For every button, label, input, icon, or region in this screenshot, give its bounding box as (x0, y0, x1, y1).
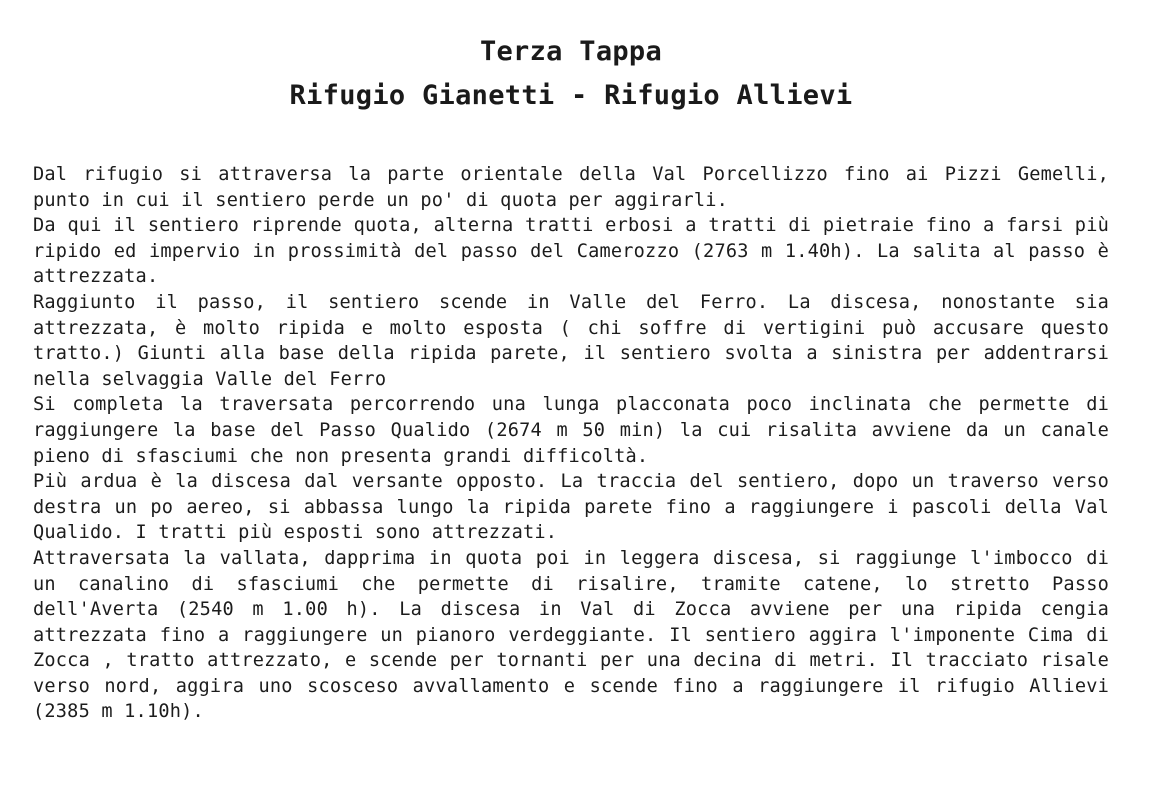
page-title: Terza Tappa (479, 36, 663, 67)
title-block (33, 30, 1109, 118)
paragraph: Più ardua è la discesa dal versante opposto. La traccia del sentiero, dopo un traverso verso destra un po aereo, si abbassa lungo la ripida parete fino a raggiungere i pascoli della Val Qualido. I tratti più esposti sono attrezzati. (33, 471, 1109, 544)
body-text (33, 162, 1109, 725)
paragraph: Da qui il sentiero riprende quota, alterna tratti erbosi a tratti di pietraie fino a farsi più ripido ed impervio in prossimità del passo del Camerozzo (2763 m 1.40h). La salita al passo è attrezzata. (33, 215, 1109, 288)
document-page (33, 30, 1109, 725)
page-subtitle: Rifugio Gianetti - Rifugio Allievi (289, 80, 853, 111)
paragraph: Raggiunto il passo, il sentiero scende in Valle del Ferro. La discesa, nonostante sia attrezzata, è molto ripida e molto esposta ( chi soffre di vertigini può accusare questo tratto.) Giunti alla base della ripida parete, il sentiero svolta a sinistra per addentrarsi nella selvaggia Valle del Ferro (33, 291, 1109, 390)
paragraph: Attraversata la vallata, dapprima in quota poi in leggera discesa, si raggiunge l'imbocco di un canalino di sfasciumi che permette di risalire, tramite catene, lo stretto Passo dell'Averta (2540 m 1.00 h). La discesa in Val di Zocca avviene per una ripida cengia attrezzata fino a raggiungere un pianoro verdeggiante. Il sentiero aggira l'imponente Cima di Zocca , tratto attrezzato, e scende per tornanti per una decina di metri. Il tracciato risale verso nord, aggira uno scosceso avvallamento e scende fino a raggiungere il rifugio Allievi (2385 m 1.10h). (33, 547, 1109, 723)
paragraph: Si completa la traversata percorrendo una lunga placconata poco inclinata che permette di raggiungere la base del Passo Qualido (2674 m 50 min) la cui risalita avviene da un canale pieno di sfasciumi che non presenta grandi difficoltà. (33, 394, 1109, 467)
paragraph: Dal rifugio si attraversa la parte orientale della Val Porcellizzo fino ai Pizzi Gemelli, punto in cui il sentiero perde un po' di quota per aggirarli. (33, 164, 1109, 211)
